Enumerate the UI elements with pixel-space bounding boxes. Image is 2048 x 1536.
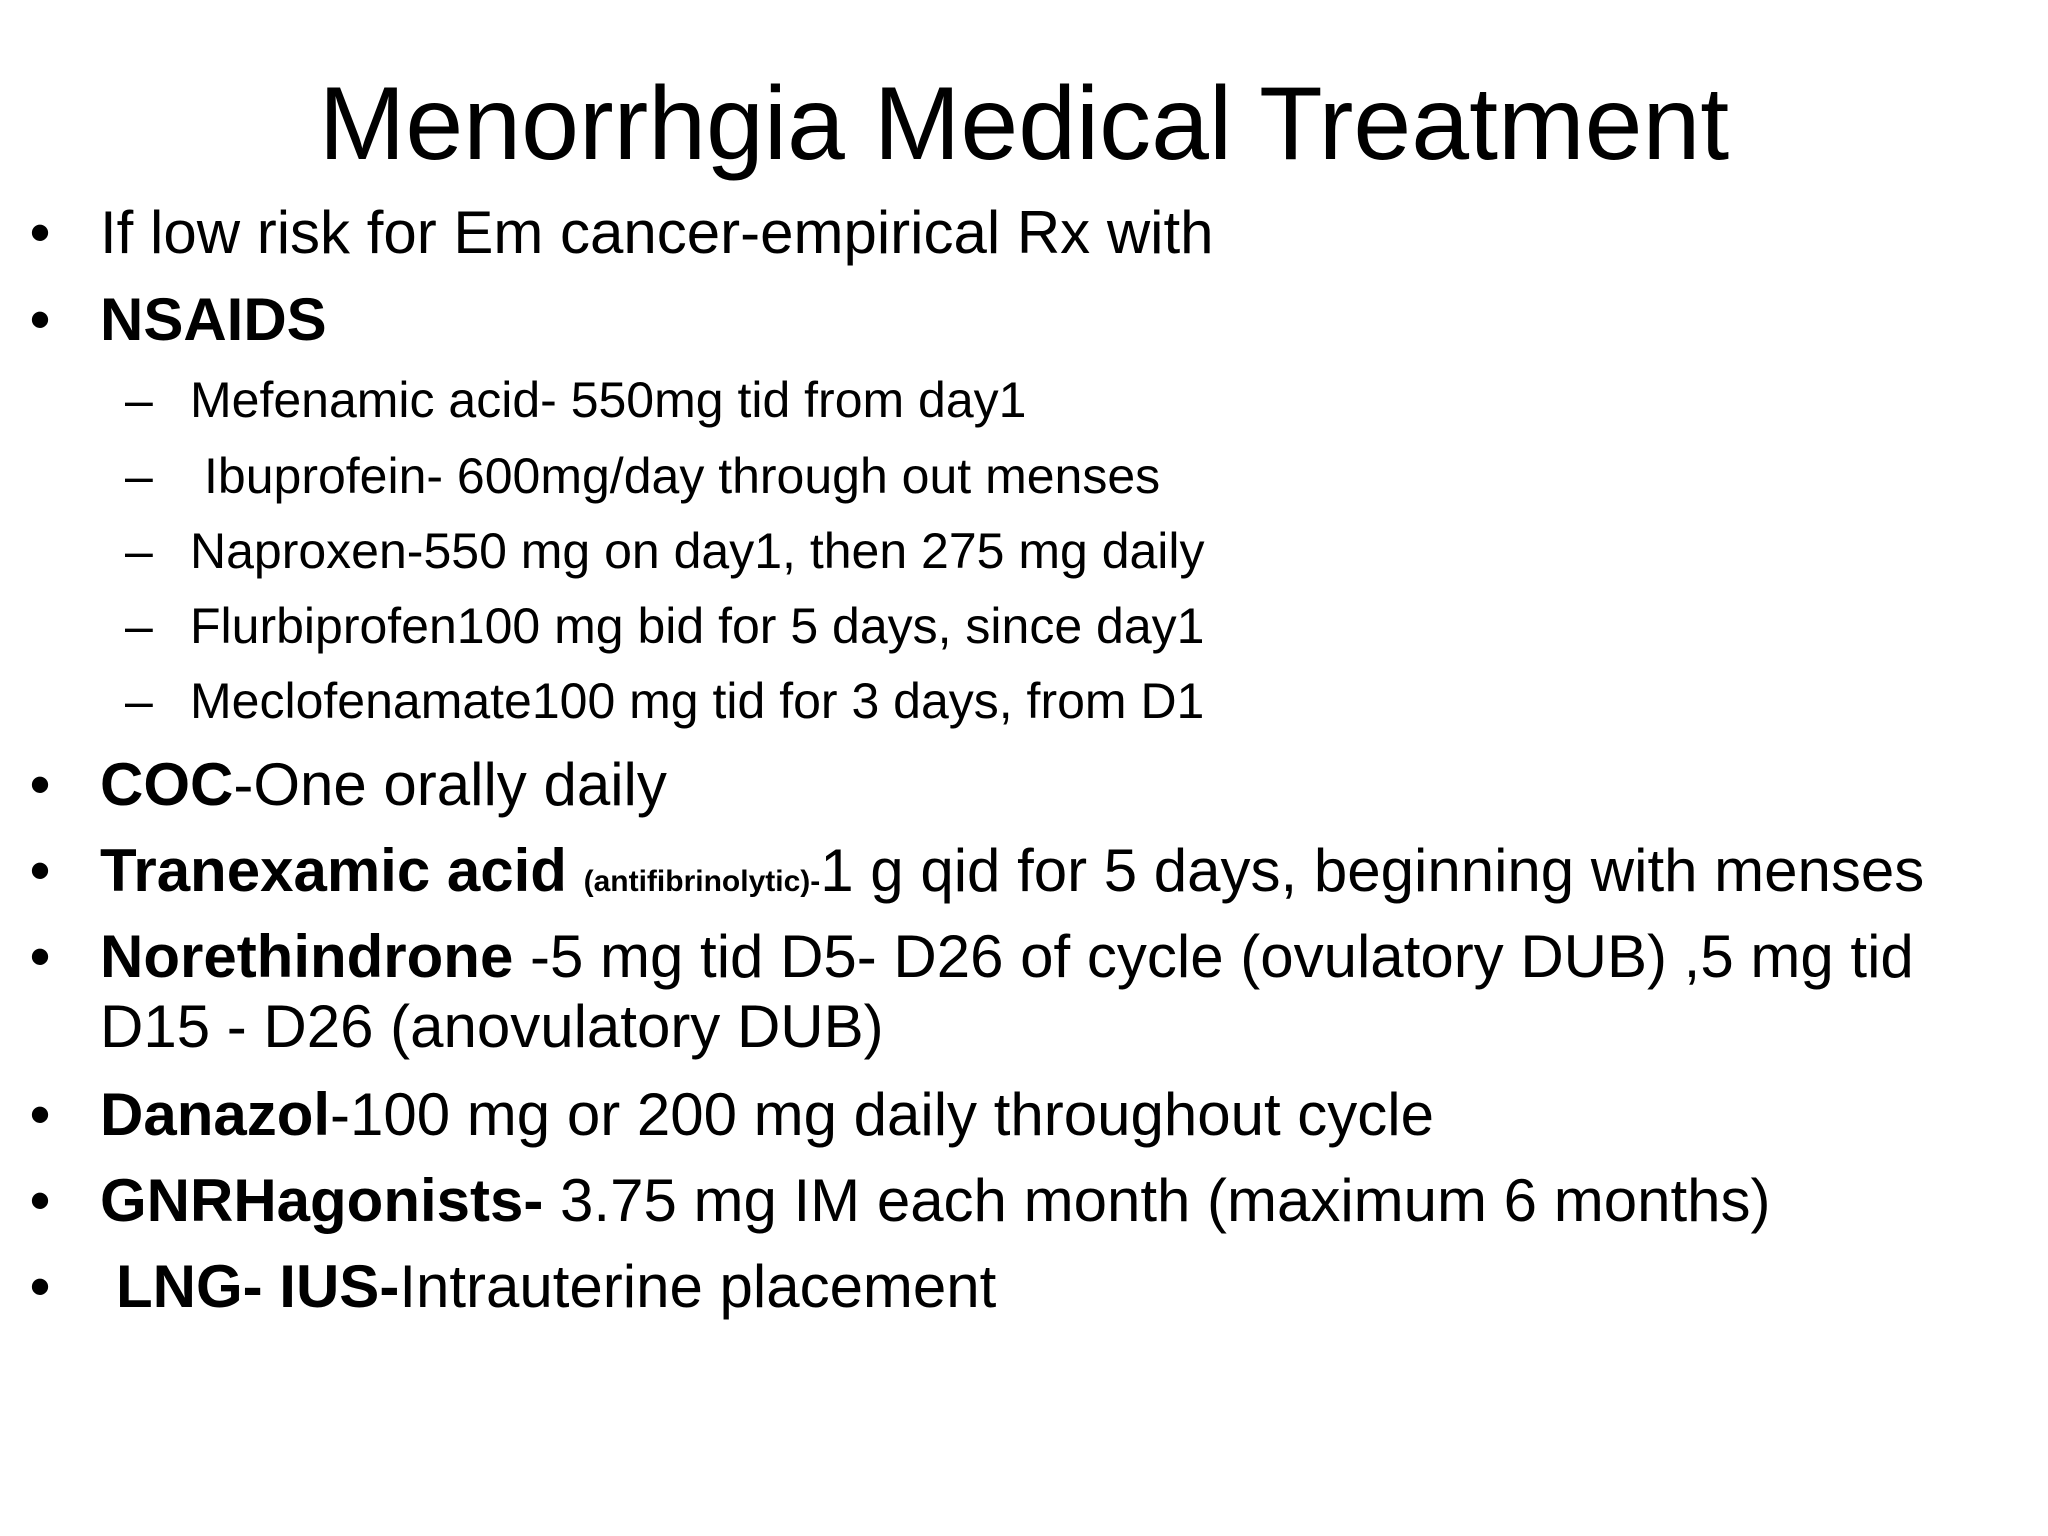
bullet-icon: • bbox=[29, 923, 51, 990]
subitem-text: Meclofenamate100 mg tid for 3 days, from D1 bbox=[190, 673, 1205, 729]
item-text: -One orally daily bbox=[233, 751, 667, 818]
bullet-icon: • bbox=[29, 199, 51, 266]
item-text: 1 g qid for 5 days, beginning with menses bbox=[820, 837, 1925, 904]
nsaid-subitem bbox=[125, 446, 1990, 506]
dash-icon: – bbox=[125, 523, 153, 579]
bullet-item-tranexamic bbox=[29, 836, 2040, 917]
dash-icon: – bbox=[125, 598, 153, 654]
bullet-item-coc bbox=[29, 750, 2040, 820]
item-text: -5 mg tid D5- D26 of cycle (ovulatory DUB) ,5 mg tid D15 - D26 (anovulatory DUB) bbox=[100, 923, 1914, 1060]
item-text: 3.75 mg IM each month (maximum 6 months) bbox=[560, 1167, 1771, 1234]
bullet-item-norethindrone bbox=[29, 922, 1980, 1062]
item-bold-label: NSAIDS bbox=[100, 286, 327, 353]
subitem-text: Mefenamic acid- 550mg tid from day1 bbox=[190, 372, 1027, 428]
dash-icon: – bbox=[125, 448, 153, 504]
item-text: If low risk for Em cancer-empirical Rx with bbox=[100, 199, 1214, 266]
dash-icon: – bbox=[125, 372, 153, 428]
bullet-icon: • bbox=[29, 286, 51, 353]
subitem-text: Ibuprofein- 600mg/day through out menses bbox=[204, 448, 1161, 504]
dash-icon: – bbox=[125, 673, 153, 729]
nsaid-subitem bbox=[125, 596, 1990, 656]
item-bold-label: Norethindrone bbox=[100, 923, 514, 990]
subitem-text: Naproxen-550 mg on day1, then 275 mg daily bbox=[190, 523, 1205, 579]
bullet-icon: • bbox=[29, 1253, 51, 1320]
nsaid-subitem bbox=[125, 521, 1990, 581]
subitem-text: Flurbiprofen100 mg bid for 5 days, since day1 bbox=[190, 598, 1205, 654]
bullet-icon: • bbox=[29, 1167, 51, 1234]
item-bold-label: LNG- IUS- bbox=[116, 1253, 400, 1320]
bullet-item-danazol bbox=[29, 1080, 2040, 1150]
bullet-icon: • bbox=[29, 1081, 51, 1148]
bullet-icon: • bbox=[29, 751, 51, 818]
item-small-note: (antifibrinolytic)- bbox=[583, 865, 821, 898]
item-bold-label: Danazol bbox=[100, 1081, 331, 1148]
item-bold-label: COC bbox=[100, 751, 234, 818]
bullet-item-nsaids bbox=[29, 285, 2040, 355]
item-text: Intrauterine placement bbox=[399, 1253, 997, 1320]
item-bold-label: GNRHagonists- bbox=[100, 1167, 544, 1234]
nsaid-subitem bbox=[125, 671, 1990, 731]
item-bold-label: Tranexamic acid bbox=[100, 837, 567, 904]
slide-title: Menorrhgia Medical Treatment bbox=[318, 66, 1730, 182]
bullet-item-lng-ius bbox=[29, 1252, 2040, 1322]
bullet-icon: • bbox=[29, 837, 51, 904]
item-text: -100 mg or 200 mg daily throughout cycle bbox=[330, 1081, 1434, 1148]
bullet-item-risk bbox=[29, 198, 2040, 268]
nsaid-subitem bbox=[125, 370, 1990, 430]
bullet-item-gnrh bbox=[29, 1166, 2040, 1236]
